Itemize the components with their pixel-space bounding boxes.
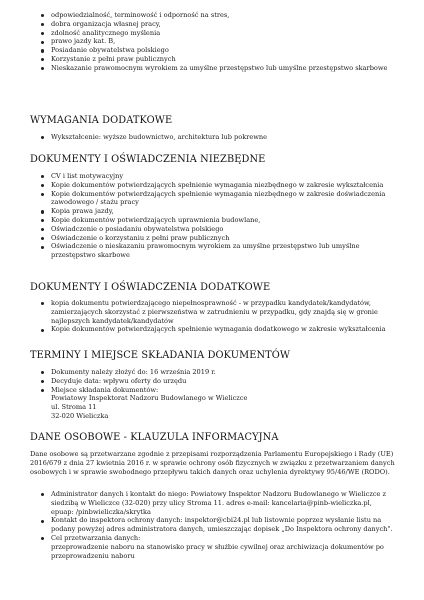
list-item: Kopia prawa jazdy, bbox=[38, 207, 394, 216]
list-item: kopia dokumentu potwierdzającego niepełnosprawność - w przypadku kandydatek/kandydatów, zamierzających skorzystać z pierwszeństwa w zatrudnieniu w przypadku, gdy znajdą się w gronie najlepszych kandydatek/kandydatów bbox=[38, 299, 394, 325]
list-item: Kopie dokumentów potwierdzających uprawnienia budowlane, bbox=[38, 216, 394, 225]
list-item: prawo jazdy kat. B, bbox=[38, 37, 394, 46]
list-item: Kopie dokumentów potwierdzających spełnienie wymagania niezbędnego w zakresie doświadczenia zawodowego / stażu pracy bbox=[38, 190, 394, 208]
list-item: CV i list motywacyjny bbox=[38, 172, 394, 181]
list-item: Oświadczenie o posiadaniu obywatelstwa polskiego bbox=[38, 225, 394, 234]
deadline-list bbox=[38, 368, 394, 421]
list-item: Korzystanie z pełni praw publicznych bbox=[38, 55, 394, 64]
additional-requirements-list bbox=[38, 133, 394, 142]
additional-documents-list bbox=[38, 299, 394, 334]
list-item: Kontakt do inspektora ochrony danych: inspektor@cbi24.pl lub listownie poprzez wysłanie listu na podany powyżej adres administratora danych, umieszczając dopisek „Do Inspektora ochrony danych". bbox=[38, 516, 394, 534]
additional-documents-heading: DOKUMENTY I OŚWIADCZENIA DODATKOWE bbox=[30, 282, 271, 293]
list-item: Cel przetwarzania danych: przeprowadzenie naboru na stanowisko pracy w służbie cywilnej oraz archiwizacja dokumentów po przeprowadzeniu naboru bbox=[38, 534, 394, 560]
list-item: dobra organizacja własnej pracy, bbox=[38, 20, 394, 29]
list-item: Miejsce składania dokumentów: Powiatowy Inspektorat Nadzoru Budowlanego w Wieliczce ul. Stroma 11 32-020 Wieliczka bbox=[38, 386, 394, 421]
list-item: Wykształcenie: wyższe budownictwo, architektura lub pokrewne bbox=[38, 133, 394, 142]
list-item: zdolność analitycznego myślenia bbox=[38, 29, 394, 38]
list-item: Kopie dokumentów potwierdzających spełnienie wymagania dodatkowego w zakresie wykształcenia bbox=[38, 325, 394, 334]
list-item: Decyduje data: wpływu oferty do urzędu bbox=[38, 377, 394, 386]
list-item: Oświadczenie o korzystaniu z pełni praw publicznych bbox=[38, 234, 394, 243]
deadline-heading: TERMINY I MIEJSCE SKŁADANIA DOKUMENTÓW bbox=[30, 350, 291, 361]
gdpr-heading: DANE OSOBOWE - KLAUZULA INFORMACYJNA bbox=[30, 432, 279, 443]
additional-requirements-heading: WYMAGANIA DODATKOWE bbox=[30, 115, 173, 126]
list-item: Administrator danych i kontakt do niego: Powiatowy Inspektor Nadzoru Budowlanego w Wieliczce z siedzibą w Wieliczce (32-020) przy ulicy Stroma 11. adres e-mail: kancelaria@pinb-wieliczka.pl, epuap: /pinbwieliczka/skrytka bbox=[38, 490, 394, 516]
list-item: Kopie dokumentów potwierdzających spełnienie wymagania niezbędnego w zakresie wykształcenia bbox=[38, 181, 394, 190]
list-item: odpowiedzialność, terminowość i odporność na stres, bbox=[38, 11, 394, 20]
required-documents-list bbox=[38, 172, 394, 260]
list-item: Posiadanie obywatelstwa polskiego bbox=[38, 46, 394, 55]
list-item: Nieskazanie prawomocnym wyrokiem za umyślne przestępstwo lub umyślne przestępstwo skarbowe bbox=[38, 64, 394, 73]
list-item: Dokumenty należy złożyć do: 16 września 2019 r. bbox=[38, 368, 394, 377]
intro-requirements-list bbox=[38, 11, 394, 73]
list-item: Oświadczenie o nieskazaniu prawomocnym wyrokiem za umyślne przestępstwo lub umyślne przestępstwo skarbowe bbox=[38, 242, 394, 260]
gdpr-list bbox=[38, 490, 394, 560]
required-documents-heading: DOKUMENTY I OŚWIADCZENIA NIEZBĘDNE bbox=[30, 154, 266, 165]
gdpr-paragraph: Dane osobowe są przetwarzane zgodnie z przepisami rozporządzenia Parlamentu Europejskiego i Rady (UE) 2016/679 z dnia 27 kwietnia 2016 r. w sprawie ochrony osób fizycznych w związku z przetwarzaniem danych osobowych i w sprawie swobodnego przepływu takich danych oraz uchylenia dyrektywy 95/46/WE (RODO). bbox=[30, 450, 395, 476]
